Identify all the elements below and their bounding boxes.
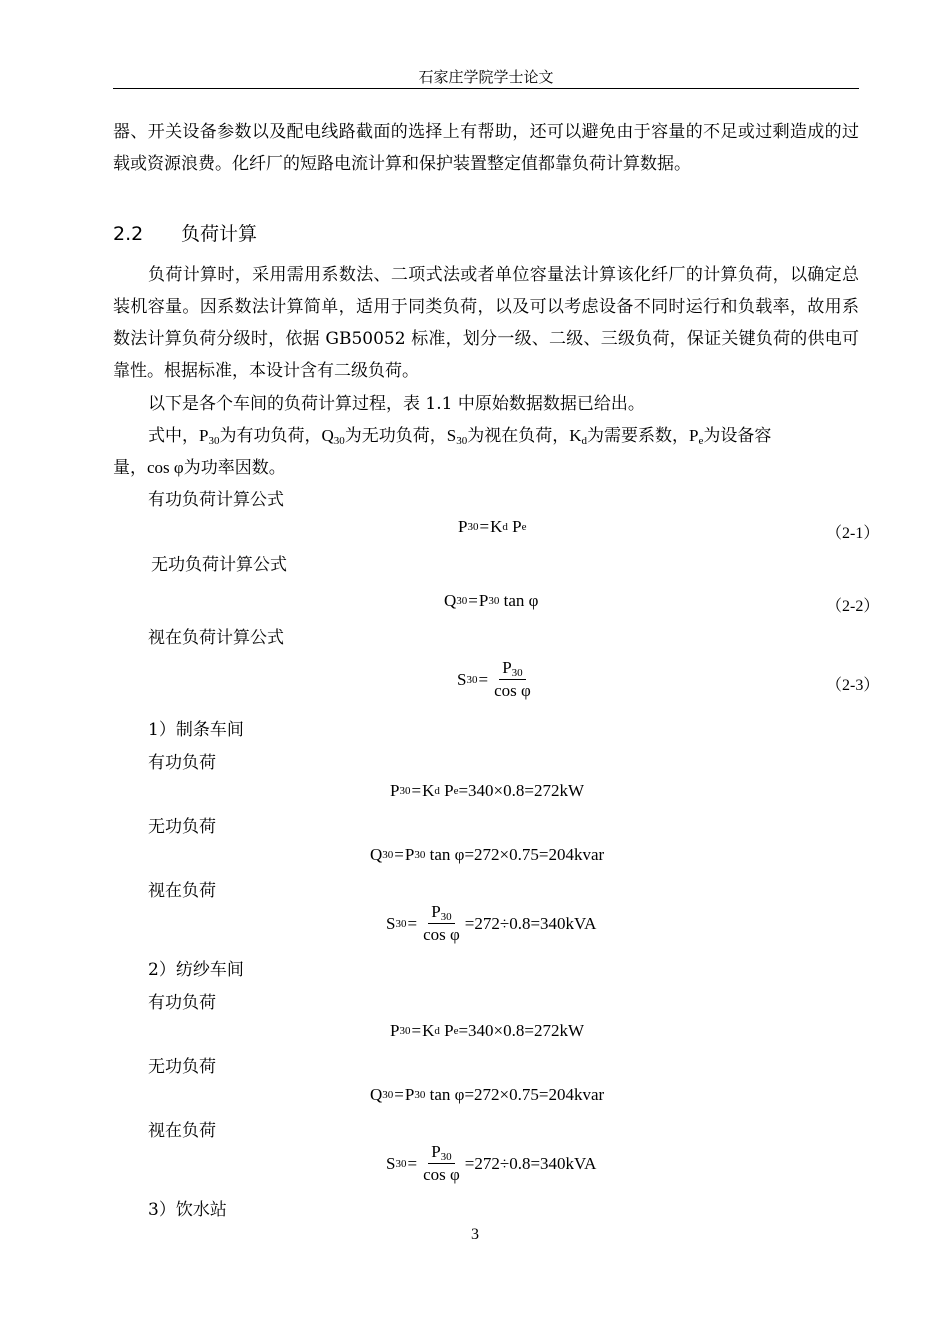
symbol-definitions-line-2: 量，cos φ为功率因数。 xyxy=(113,458,286,478)
header-rule xyxy=(113,88,859,89)
equation-2-3: S 30 = $\frac{P_{30}}{\text{cos φ}}$ xyxy=(457,658,531,700)
equation-number-2-3: （2-3） xyxy=(826,677,880,694)
workshop-1-reactive-equation: Q 30 = P 30 tan φ =272×0.75=204kvar xyxy=(370,845,605,864)
intro-paragraph: 器、开关设备参数以及配电线路截面的选择上有帮助，还可以避免由于容量的不足或过剩造成的过载或资源浪费。化纤厂的短路电流计算和保护装置整定值都靠负荷计算数据。 xyxy=(113,122,859,174)
symbol-definitions-line-1: 式中，$P_{30}$为有功负荷，$Q_{30}$为无功负荷，$S_{30}$为视在负荷，$K_d$为需要系数，$P_e$为设备容 xyxy=(148,426,772,447)
workshop-2-active-equation: P 30 = K d P e =340×0.8=272kW xyxy=(390,1021,585,1040)
workshop-1-reactive-label: 无功负荷 xyxy=(148,817,216,837)
workshop-2-reactive-equation: Q 30 = P 30 tan φ =272×0.75=204kvar xyxy=(370,1085,605,1104)
equation-number-2-1: （2-1） xyxy=(826,525,880,542)
paragraph-method: 负荷计算时，采用需用系数法、二项式法或者单位容量法计算该化纤厂的计算负荷，以确定总装机容量。因系数法计算简单，适用于同类负荷，以及可以考虑设备不同时运行和负载率，故用系数法计算负荷分级时，依据 GB50052 标准，划分一级、二级、三级负荷，保证关键负荷的供电可靠性。根据标准，本设计含有二级负荷。 xyxy=(113,265,859,381)
paragraph-data-note: 以下是各个车间的负荷计算过程，表 1.1 中原始数据数据已给出。 xyxy=(148,394,645,414)
workshop-2-reactive-label: 无功负荷 xyxy=(148,1057,216,1077)
running-header: 石家庄学院学士论文 xyxy=(418,68,554,86)
workshop-2-apparent-label: 视在负荷 xyxy=(148,1121,216,1141)
label-reactive-formula: 无功负荷计算公式 xyxy=(151,555,287,575)
workshop-2-active-label: 有功负荷 xyxy=(148,993,216,1013)
equation-2-2: Q 30 = P 30 tan φ xyxy=(444,591,539,610)
workshop-1-apparent-equation: S 30 = $\frac{P_{30}}{\text{cos φ}}$ =272÷0.8=340kVA xyxy=(386,902,597,944)
workshop-1-apparent-label: 视在负荷 xyxy=(148,881,216,901)
workshop-2-name: 2）纺纱车间 xyxy=(148,960,244,980)
label-apparent-formula: 视在负荷计算公式 xyxy=(148,628,284,648)
equation-number-2-2: （2-2） xyxy=(826,598,880,615)
workshop-1-active-equation: P 30 = K d P e =340×0.8=272kW xyxy=(390,781,585,800)
page-number: 3 xyxy=(471,1226,479,1243)
workshop-1-active-label: 有功负荷 xyxy=(148,753,216,773)
section-heading xyxy=(113,220,257,248)
workshop-3-name: 3）饮水站 xyxy=(148,1200,227,1220)
section-number: 2.2 xyxy=(113,223,144,245)
label-active-formula: 有功负荷计算公式 xyxy=(148,490,284,510)
workshop-1-name: 1）制条车间 xyxy=(148,720,244,740)
equation-2-1: P 30 = K d P e xyxy=(458,517,527,536)
section-title: 负荷计算 xyxy=(181,223,258,245)
workshop-2-apparent-equation: S 30 = $\frac{P_{30}}{\text{cos φ}}$ =272÷0.8=340kVA xyxy=(386,1142,597,1184)
